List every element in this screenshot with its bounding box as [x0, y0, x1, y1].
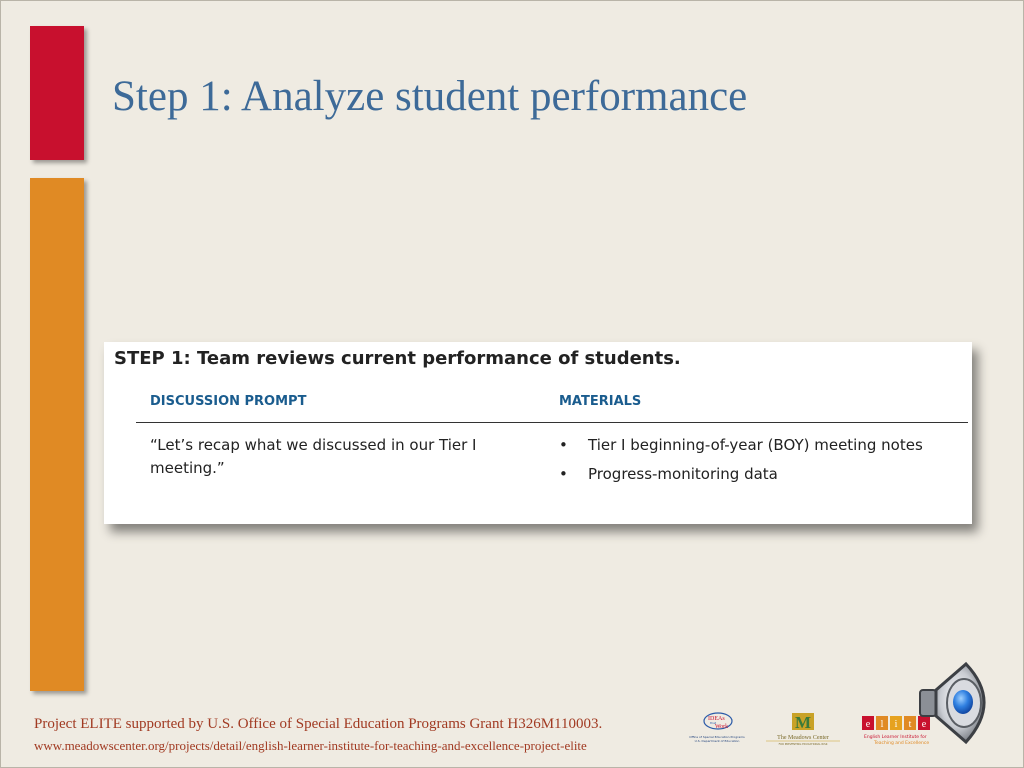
- meadows-mark: M: [794, 713, 812, 732]
- ideas-caption-1: Office of Special Education Programs: [689, 735, 745, 739]
- meadows-center-logo: [762, 712, 844, 748]
- header-divider: [136, 422, 968, 423]
- decorative-red-bar: [30, 26, 84, 160]
- step-card: [104, 342, 972, 524]
- elite-letter: e: [921, 719, 927, 730]
- bullet-icon: •: [559, 436, 568, 454]
- elite-letter: i: [894, 719, 898, 730]
- elite-line-1: English Learner Institute for: [864, 735, 927, 740]
- work-word: Work: [715, 724, 729, 730]
- decorative-orange-bar: [30, 178, 84, 691]
- bullet-icon: •: [559, 465, 568, 483]
- meadows-name: The Meadows Center: [777, 735, 829, 741]
- materials-item-text: Progress-monitoring data: [588, 465, 778, 483]
- discussion-prompt-header: DISCUSSION PROMPT: [150, 394, 307, 409]
- that-word: that: [710, 721, 717, 725]
- discussion-prompt-text: “Let’s recap what we discussed in our Tier I meeting.”: [150, 436, 477, 477]
- elite-line-2: Teaching and Excellence: [874, 741, 930, 746]
- materials-header: MATERIALS: [559, 394, 642, 409]
- elite-letter: t: [908, 719, 912, 730]
- slide-title: Step 1: Analyze student performance: [112, 73, 748, 120]
- speaker-icon[interactable]: [914, 656, 1006, 748]
- project-url: www.meadowscenter.org/projects/detail/english-learner-institute-for-teaching-and-excellence-project-elite: [34, 738, 587, 753]
- grant-credit: Project ELITE supported by U.S. Office of Special Education Programs Grant H326M110003.: [34, 716, 603, 732]
- materials-item-text: Tier I beginning-of-year (BOY) meeting notes: [588, 436, 923, 454]
- materials-list-item: [559, 463, 923, 492]
- ideas-that-work-logo: [688, 712, 746, 748]
- meadows-tagline: FOR PREVENTING EDUCATIONAL RISK: [778, 743, 828, 746]
- footer-credits: [34, 714, 602, 756]
- ideas-word: IDEAs: [708, 716, 725, 722]
- elite-letter: e: [865, 719, 871, 730]
- elite-letter: l: [880, 719, 884, 730]
- card-heading: STEP 1: Team reviews current performance of students.: [114, 348, 681, 369]
- materials-list-item: [559, 434, 923, 463]
- materials-list: [559, 434, 923, 492]
- ideas-caption-2: U.S. Department of Education: [694, 739, 740, 743]
